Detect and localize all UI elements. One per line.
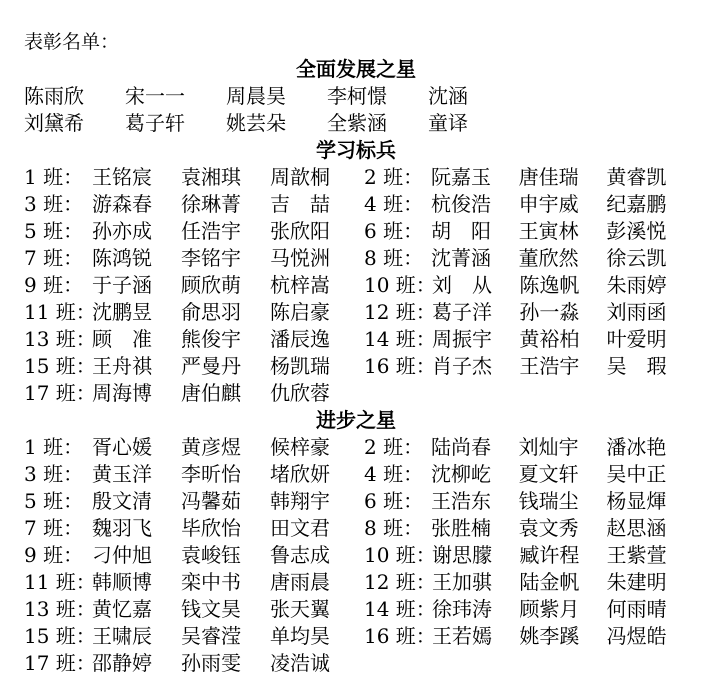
student-name: 姚芸朵 (226, 111, 286, 135)
student-name: 何雨晴 (606, 597, 667, 621)
class-label: 10 班： (364, 543, 436, 567)
class-row (24, 461, 694, 488)
class-label: 1 班： (24, 435, 84, 459)
class-entry (364, 245, 694, 272)
student-name: 杨显煇 (606, 489, 667, 513)
student-name: 臧许程 (519, 543, 580, 567)
class-label: 12 班： (364, 300, 436, 324)
student-name: 全紫涵 (327, 111, 387, 135)
student-name: 韩翔宇 (270, 489, 330, 513)
class-entry (364, 623, 694, 650)
student-name: 陈鸿锐 (92, 246, 152, 270)
section-title-progress-stars: 进步之星 (316, 408, 396, 432)
student-name: 任浩宇 (181, 219, 241, 243)
class-row (24, 164, 694, 191)
class-row (24, 380, 694, 407)
class-label: 8 班： (364, 246, 424, 270)
class-entry (24, 245, 364, 272)
student-name: 申宇威 (518, 192, 579, 216)
student-name: 周晨昊 (226, 84, 286, 108)
model-students-list (24, 164, 694, 407)
student-name: 胡 阳 (430, 219, 491, 243)
class-entry (364, 272, 694, 299)
class-label: 3 班： (24, 192, 84, 216)
student-name: 顾 准 (92, 327, 152, 351)
student-name: 孙雨雯 (181, 651, 241, 675)
student-name: 李柯憬 (327, 84, 387, 108)
class-label: 5 班： (24, 219, 84, 243)
student-name: 冯馨茹 (181, 489, 241, 513)
student-name: 朱雨婷 (606, 273, 667, 297)
student-name: 黄裕柏 (519, 327, 580, 351)
class-label: 2 班： (364, 435, 424, 459)
student-name: 吴睿滢 (181, 624, 241, 648)
student-name: 童译 (428, 111, 468, 135)
student-name: 刘雨函 (606, 300, 667, 324)
student-name: 杭梓嵩 (270, 273, 330, 297)
class-entry (24, 488, 364, 515)
class-label: 16 班： (364, 624, 436, 648)
class-label: 8 班： (364, 516, 424, 540)
student-name: 吴 瑕 (606, 354, 667, 378)
class-label: 14 班： (364, 597, 436, 621)
student-name: 魏羽飞 (92, 516, 152, 540)
student-name: 栾中书 (181, 570, 241, 594)
award-list-document (24, 29, 694, 677)
student-name: 刘 从 (432, 273, 492, 297)
student-name: 徐琳菁 (181, 192, 241, 216)
student-name: 赵思涵 (606, 516, 667, 540)
student-name: 张胜楠 (430, 516, 491, 540)
class-row (24, 191, 694, 218)
class-entry (24, 353, 364, 380)
student-name: 唐雨晨 (270, 570, 330, 594)
student-name: 凌浩诚 (270, 651, 330, 675)
student-name: 陈启豪 (270, 300, 330, 324)
class-entry (364, 353, 694, 380)
section-title-model-students: 学习标兵 (316, 138, 396, 162)
class-row (24, 623, 694, 650)
class-entry (364, 542, 694, 569)
class-entry (24, 434, 364, 461)
student-name: 严曼丹 (181, 354, 241, 378)
student-name: 邵静婷 (92, 651, 152, 675)
student-name: 钱文昊 (181, 597, 241, 621)
student-name: 吉 喆 (270, 192, 330, 216)
student-name: 王浩东 (430, 489, 491, 513)
class-row (24, 218, 694, 245)
class-row (24, 272, 694, 299)
student-name: 沈涵 (428, 84, 468, 108)
student-name: 李铭宇 (181, 246, 241, 270)
student-name: 宋一一 (125, 84, 185, 108)
class-entry (24, 542, 364, 569)
class-entry (24, 596, 364, 623)
student-name: 马悦洲 (270, 246, 330, 270)
student-name: 沈菁涵 (430, 246, 491, 270)
student-name: 葛子洋 (432, 300, 492, 324)
class-label: 7 班： (24, 516, 84, 540)
class-row (24, 542, 694, 569)
student-name: 叶爱明 (606, 327, 667, 351)
student-name: 王加骐 (432, 570, 492, 594)
class-entry (24, 380, 370, 407)
progress-stars-list (24, 434, 694, 677)
student-name: 周歆桐 (270, 165, 330, 189)
student-name: 吴中正 (606, 462, 667, 486)
student-name: 徐云凯 (606, 246, 667, 270)
student-name: 黄玉洋 (92, 462, 152, 486)
student-name: 王啸辰 (92, 624, 152, 648)
student-name: 刘黛希 (24, 111, 84, 135)
student-name: 袁文秀 (518, 516, 579, 540)
class-entry (24, 191, 364, 218)
class-entry (24, 272, 364, 299)
all-round-row (24, 110, 694, 137)
class-entry (364, 191, 694, 218)
student-name: 张天翼 (270, 597, 330, 621)
student-name: 鲁志成 (270, 543, 330, 567)
class-label: 10 班： (364, 273, 436, 297)
section-title-all-round: 全面发展之星 (296, 57, 416, 81)
student-name: 田文君 (270, 516, 330, 540)
class-row (24, 596, 694, 623)
student-name: 毕欣怡 (181, 516, 241, 540)
class-label: 6 班： (364, 219, 424, 243)
class-label: 11 班： (24, 300, 96, 324)
class-entry (24, 623, 364, 650)
student-name: 徐玮涛 (432, 597, 492, 621)
student-name: 钱瑞尘 (518, 489, 579, 513)
student-name: 阮嘉玉 (430, 165, 491, 189)
class-label: 17 班： (24, 651, 96, 675)
student-name: 黄忆嘉 (92, 597, 152, 621)
student-name: 胥心媛 (92, 435, 152, 459)
student-name: 彭溪悦 (606, 219, 667, 243)
class-entry (24, 164, 364, 191)
class-entry (364, 488, 694, 515)
student-name: 周振宇 (432, 327, 492, 351)
class-entry (364, 515, 694, 542)
class-entry (364, 299, 694, 326)
class-label: 17 班： (24, 381, 96, 405)
student-name: 唐佳瑞 (518, 165, 579, 189)
student-name: 孙亦成 (92, 219, 152, 243)
student-name: 袁峻钰 (181, 543, 241, 567)
class-entry (24, 650, 370, 677)
class-entry (24, 218, 364, 245)
class-label: 9 班： (24, 273, 84, 297)
class-entry (364, 434, 694, 461)
class-label: 15 班： (24, 624, 96, 648)
student-name: 董欣然 (518, 246, 579, 270)
class-label: 11 班： (24, 570, 96, 594)
student-name: 潘冰艳 (606, 435, 667, 459)
student-name: 王紫萱 (606, 543, 667, 567)
class-label: 6 班： (364, 489, 424, 513)
student-name: 刘灿宇 (518, 435, 579, 459)
student-name: 顾紫月 (519, 597, 580, 621)
student-name: 黄彦煜 (181, 435, 241, 459)
student-name: 陆金帆 (519, 570, 580, 594)
class-entry (364, 596, 694, 623)
class-label: 9 班： (24, 543, 84, 567)
student-name: 单均昊 (270, 624, 330, 648)
class-label: 5 班： (24, 489, 84, 513)
class-label: 1 班： (24, 165, 84, 189)
class-label: 2 班： (364, 165, 424, 189)
class-row (24, 650, 694, 677)
student-name: 陆尚春 (430, 435, 491, 459)
student-name: 王寅林 (518, 219, 579, 243)
student-name: 周海博 (92, 381, 152, 405)
student-name: 王浩宇 (519, 354, 580, 378)
student-name: 袁湘琪 (181, 165, 241, 189)
class-label: 16 班： (364, 354, 436, 378)
class-label: 13 班： (24, 327, 96, 351)
class-label: 13 班： (24, 597, 96, 621)
class-entry (24, 515, 364, 542)
student-name: 沈鹏昱 (92, 300, 152, 324)
student-name: 于子涵 (92, 273, 152, 297)
student-name: 王若嫣 (432, 624, 492, 648)
student-name: 谢思朦 (432, 543, 492, 567)
student-name: 候梓豪 (270, 435, 330, 459)
class-row (24, 569, 694, 596)
student-name: 刁仲旭 (92, 543, 152, 567)
class-row (24, 353, 694, 380)
student-name: 杭俊浩 (430, 192, 491, 216)
student-name: 沈柳屹 (430, 462, 491, 486)
student-name: 张欣阳 (270, 219, 330, 243)
student-name: 朱建明 (606, 570, 667, 594)
student-name: 纪嘉鹏 (606, 192, 667, 216)
class-row (24, 488, 694, 515)
class-label: 12 班： (364, 570, 436, 594)
student-name: 孙一淼 (519, 300, 580, 324)
class-entry (364, 326, 694, 353)
student-name: 唐伯麒 (181, 381, 241, 405)
class-label: 14 班： (364, 327, 436, 351)
student-name: 黄睿凯 (606, 165, 667, 189)
student-name: 陈雨欣 (24, 84, 84, 108)
student-name: 夏文轩 (518, 462, 579, 486)
student-name: 游森春 (92, 192, 152, 216)
student-name: 李昕怡 (181, 462, 241, 486)
class-entry (24, 326, 364, 353)
class-entry (24, 569, 364, 596)
student-name: 俞思羽 (181, 300, 241, 324)
class-row (24, 326, 694, 353)
student-name: 熊俊宇 (181, 327, 241, 351)
class-entry (364, 218, 694, 245)
class-entry (364, 164, 694, 191)
class-label: 7 班： (24, 246, 84, 270)
student-name: 顾欣萌 (181, 273, 241, 297)
class-row (24, 245, 694, 272)
student-name: 王舟祺 (92, 354, 152, 378)
student-name: 韩顺博 (92, 570, 152, 594)
student-name: 王铭宸 (92, 165, 152, 189)
student-name: 肖子杰 (432, 354, 492, 378)
student-name: 葛子轩 (125, 111, 185, 135)
class-entry (364, 569, 694, 596)
student-name: 冯煜皓 (606, 624, 667, 648)
student-name: 姚李蹊 (519, 624, 580, 648)
class-label: 4 班： (364, 462, 424, 486)
student-name: 堵欣妍 (270, 462, 330, 486)
all-round-row (24, 83, 694, 110)
class-label: 4 班： (364, 192, 424, 216)
class-label: 15 班： (24, 354, 96, 378)
student-name: 杨凯瑞 (270, 354, 330, 378)
class-row (24, 299, 694, 326)
class-row (24, 515, 694, 542)
class-row (24, 434, 694, 461)
student-name: 陈逸帆 (519, 273, 580, 297)
all-round-list (24, 83, 694, 137)
class-entry (24, 299, 364, 326)
class-entry (24, 461, 364, 488)
intro-heading: 表彰名单： (24, 31, 120, 53)
student-name: 潘辰逸 (270, 327, 330, 351)
class-entry (364, 461, 694, 488)
student-name: 仇欣蓉 (270, 381, 330, 405)
student-name: 殷文清 (92, 489, 152, 513)
class-label: 3 班： (24, 462, 84, 486)
